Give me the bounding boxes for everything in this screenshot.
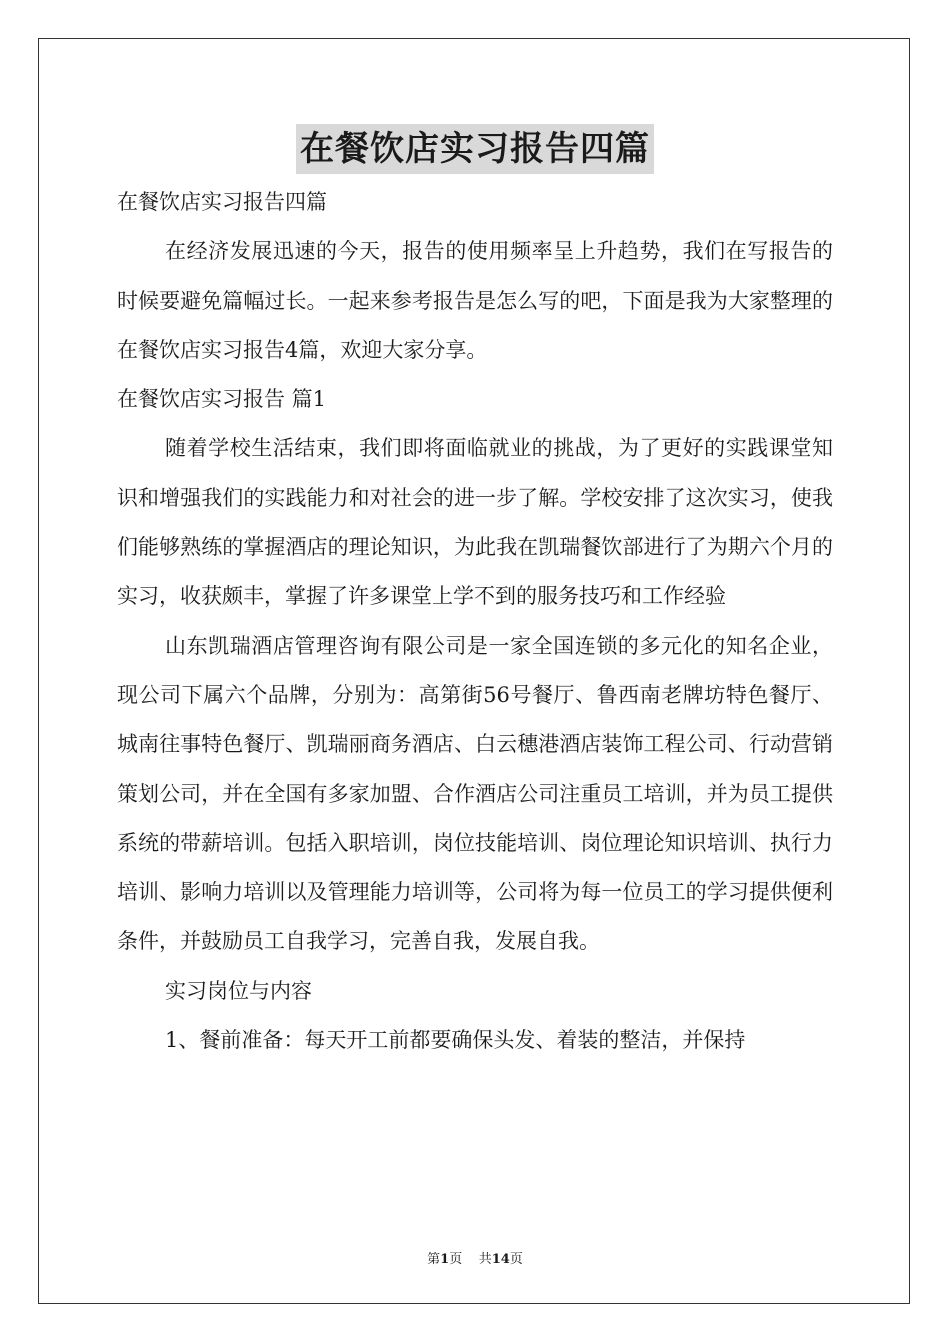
total-suffix: 页 — [509, 1252, 523, 1267]
paragraph: 在餐饮店实习报告四篇 — [117, 190, 327, 214]
page-suffix: 页 — [449, 1252, 463, 1267]
section-heading: 在餐饮店实习报告 篇1 — [117, 387, 327, 412]
page-number: 1 — [440, 1252, 450, 1267]
total-prefix: 共 — [478, 1252, 492, 1267]
paragraph: 在经济发展迅速的今天，报告的使用频率呈上升趋势，我们在写报告的时候要避免篇幅过长。一起来参考报告是怎么写的吧，下面是我为大家整理的在餐饮店实习报告4篇，欢迎大家分享。 — [117, 239, 833, 362]
paragraph: 随着学校生活结束，我们即将面临就业的挑战，为了更好的实践课堂知识和增强我们的实践能力和对社会的进一步了解。学校安排了这次实习，使我们能够熟练的掌握酒店的理论知识，为此我在凯瑞餐饮部进行了为期六个月的实习，收获颇丰，掌握了许多课堂上学不到的服务技巧和工作经验 — [117, 436, 833, 609]
page-footer — [0, 1248, 950, 1267]
document-title-wrapper — [0, 124, 950, 174]
paragraph: 山东凯瑞酒店管理咨询有限公司是一家全国连锁的多元化的知名企业，现公司下属六个品牌，分别为：高第街56号餐厅、鲁西南老牌坊特色餐厅、城南往事特色餐厅、凯瑞丽商务酒店、白云穗港酒店装饰工程公司、行动营销策划公司，并在全国有多家加盟、合作酒店公司注重员工培训，并为员工提供系统的带薪培训。包括入职培训，岗位技能培训、岗位理论知识培训、执行力培训、影响力培训以及管理能力培训等，公司将为每一位员工的学习提供便利条件，并鼓励员工自我学习，完善自我，发展自我。 — [117, 633, 833, 954]
subheading: 实习岗位与内容 — [165, 978, 312, 1003]
paragraph: 1、餐前准备：每天开工前都要确保头发、着装的整洁，并保持 — [165, 1028, 746, 1053]
total-pages: 14 — [491, 1252, 510, 1267]
document-title: 在餐饮店实习报告四篇 — [296, 124, 654, 174]
document-body — [117, 178, 833, 1065]
page-prefix: 第 — [427, 1252, 441, 1267]
